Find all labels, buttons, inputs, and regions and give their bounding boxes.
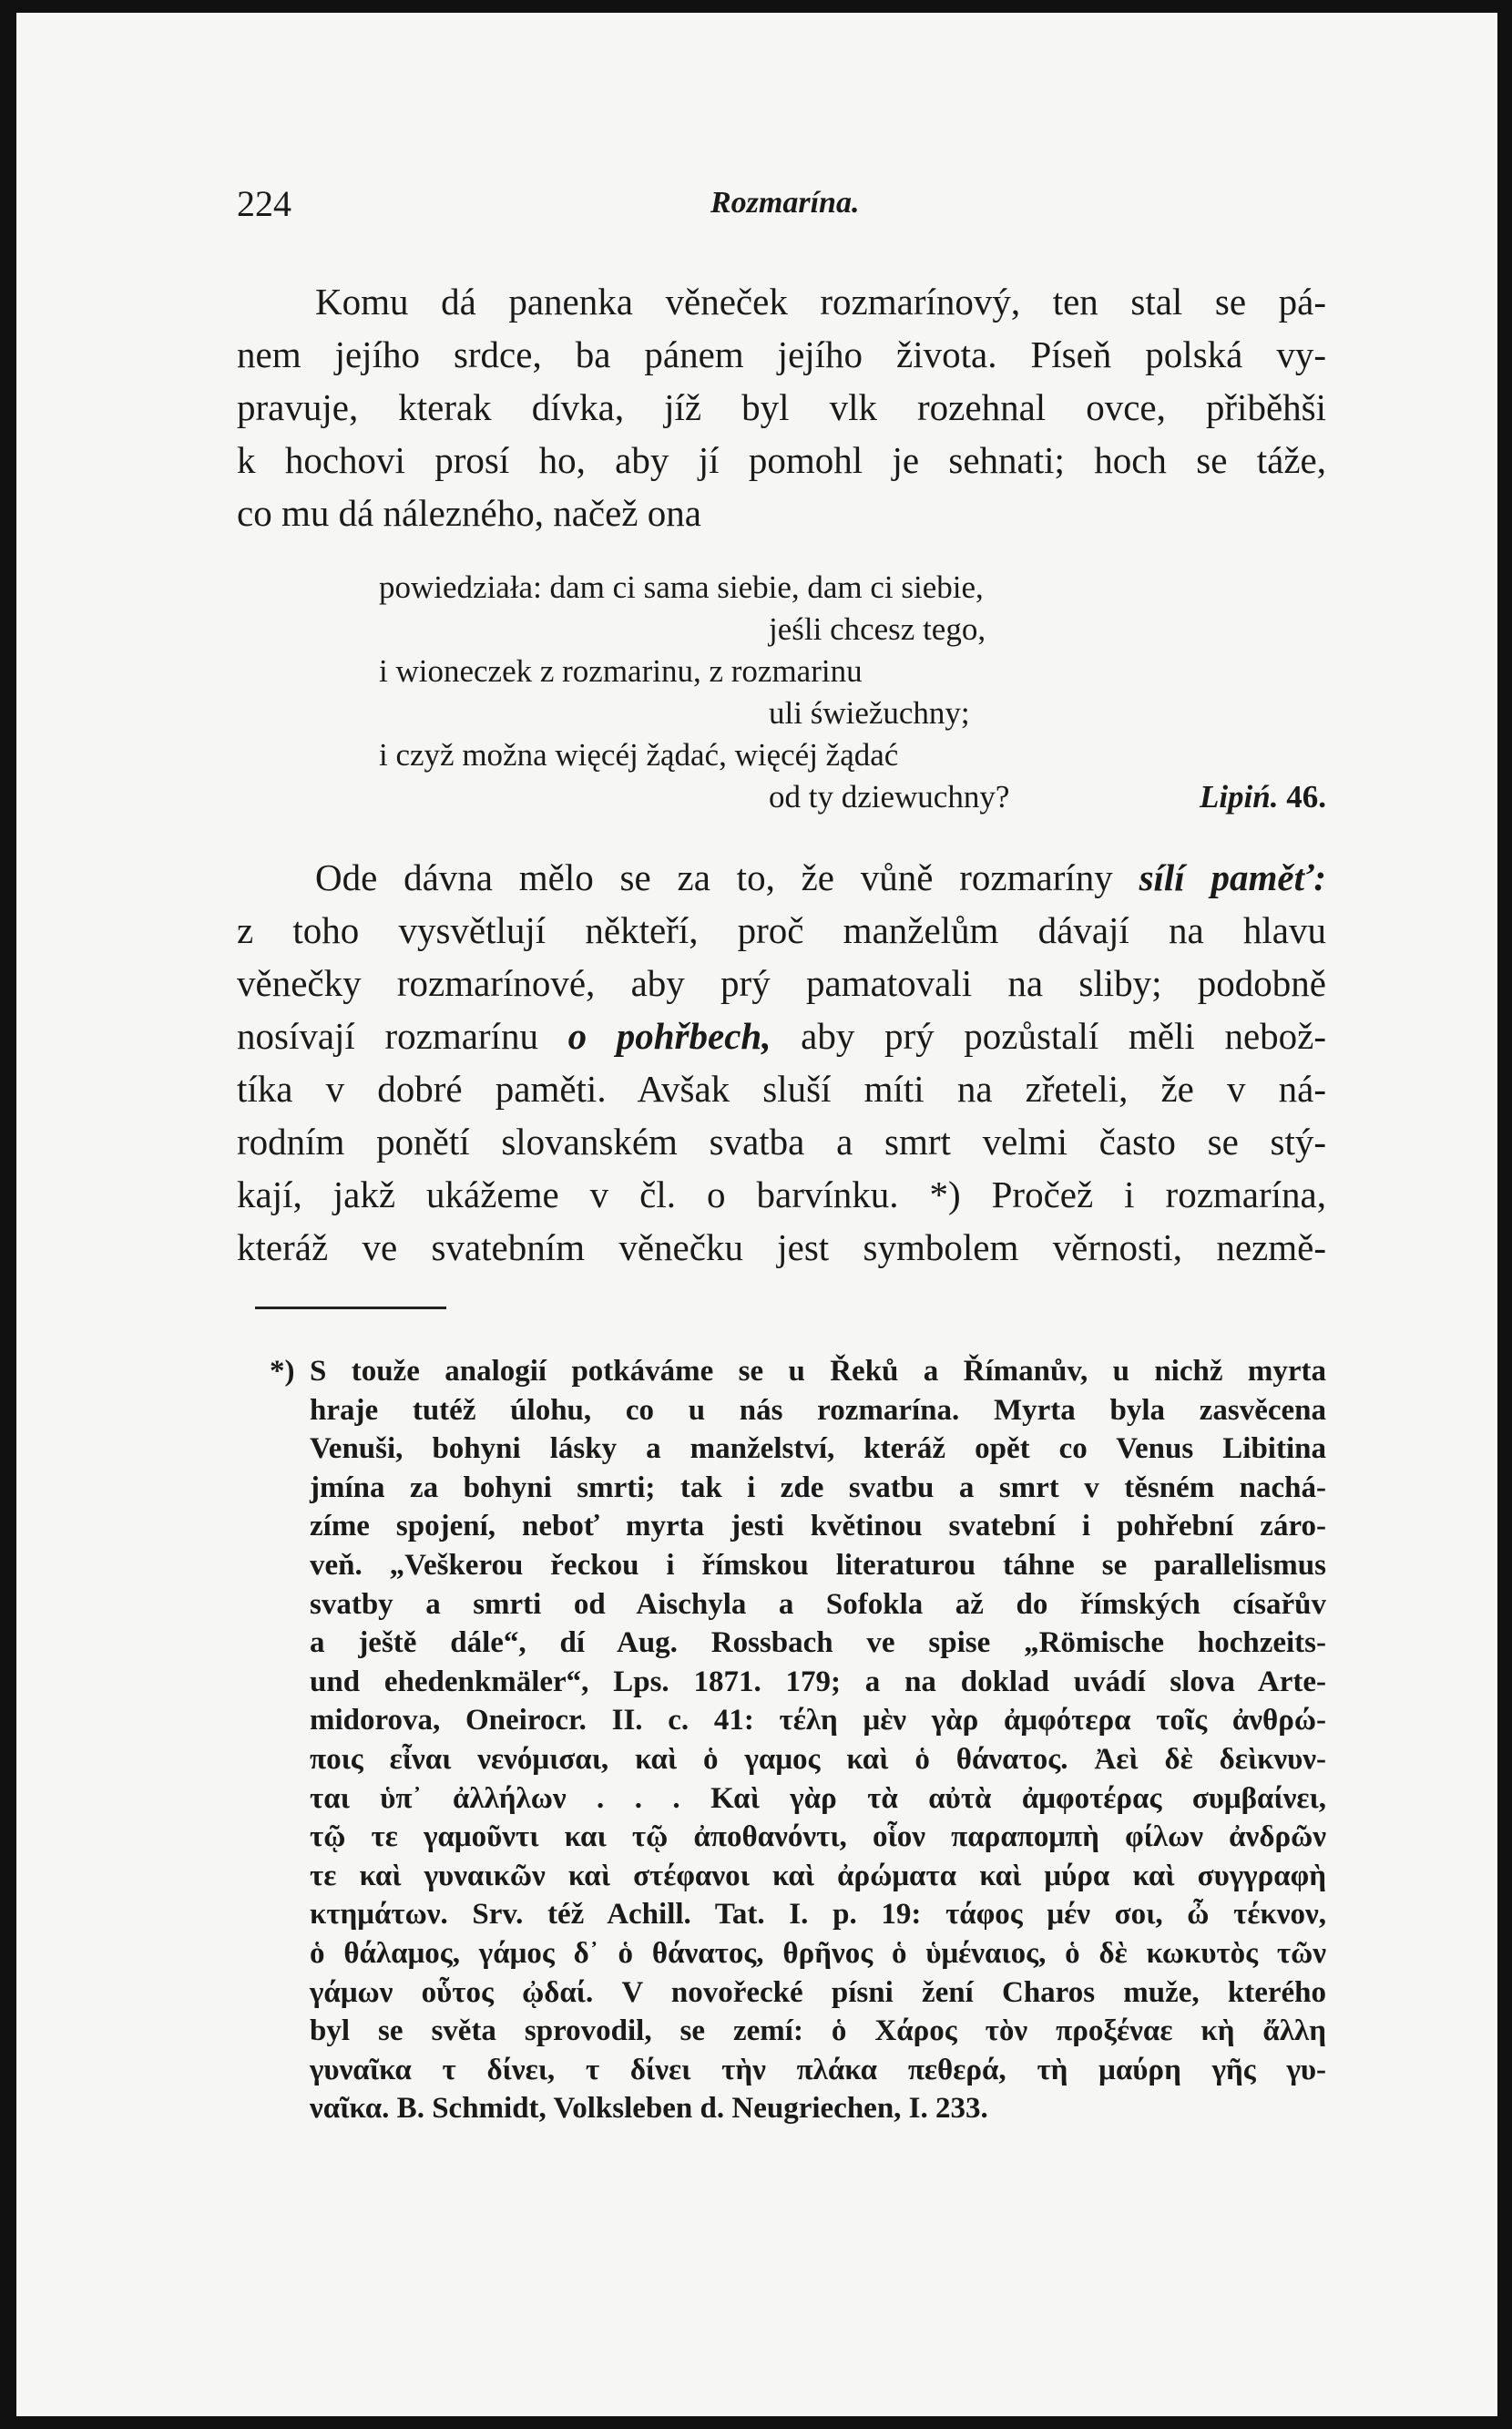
running-title: Rozmarína. <box>710 186 860 220</box>
text-line: kají, jakž ukážeme v čl. o barvínku. *) Pročež i rozmarína, <box>237 1174 1326 1215</box>
footnote <box>270 1352 1326 2128</box>
emphasis: o pohřbech, <box>567 1015 771 1057</box>
footnote-line: ναῖκα. B. Schmidt, Volksleben d. Neugriechen, I. 233. <box>310 2092 988 2126</box>
text-run: nosívají rozmarínu <box>237 1015 568 1057</box>
footnote-line: S touže analogií potkáváme se u Řeků a Římanův, u nichž myrta <box>310 1355 1326 1388</box>
footnote-line: ποις εἶναι νενόμισαι, καὶ ὁ γαμος καὶ ὁ θάνατος. Ἀεὶ δὲ δεὶκνυν- <box>310 1742 1326 1776</box>
text-run: Ode dávna mělo se za to, že vůně rozmaríny <box>315 856 1139 898</box>
footnote-line: γάμων οὗτος ᾠδαί. V novořecké písni žení Charos muže, kterého <box>310 1975 1326 2009</box>
text-line: z toho vysvětlují někteří, proč manželům dávají na hlavu <box>237 909 1326 951</box>
footnote-line: veň. „Veškerou řeckou i římskou literaturou táhne se parallelismus <box>310 1548 1326 1582</box>
poem-reference-number: 46. <box>1286 779 1326 815</box>
poem-quotation <box>379 567 1326 818</box>
text-line: kteráž ve svatebním věnečku jest symbolem věrnosti, nezmě- <box>237 1226 1326 1268</box>
text-line: věnečky rozmarínové, aby prý pamatovali na sliby; podobně <box>237 962 1326 1004</box>
text-line <box>237 851 1326 904</box>
paragraph-1 <box>237 275 1326 539</box>
emphasis: sílí paměť: <box>1139 856 1327 898</box>
footnote-line: und ehedenkmäler“, Lps. 1871. 179; a na doklad uvádí slova Arte- <box>310 1665 1326 1698</box>
footnote-marker: *) <box>270 1355 295 1388</box>
footnote-line: hraje tutéž úlohu, co u nás rozmarína. Myrta byla zasvěcena <box>310 1393 1326 1427</box>
poem-reference <box>1200 776 1326 818</box>
footnote-line: ται ὑπ᾽ ἀλλήλων . . . Καὶ γὰρ τὰ αὐτὰ ἀμφοτέρας συμβαίνει, <box>310 1781 1326 1815</box>
text-line: rodním ponětí slovanském svatba a smrt velmi často se stý- <box>237 1121 1326 1163</box>
footnote-line: ὁ θάλαμος, γάμος δ᾽ ὁ θάνατος, θρῆνος ὁ ὑμέναιος, ὁ δὲ κωκυτὸς τῶν <box>310 1936 1326 1970</box>
footnote-line: Venuši, bohyni lásky a manželství, kteráž opět co Venus Libitina <box>310 1432 1326 1466</box>
footnote-rule <box>255 1307 446 1309</box>
text-line: pravuje, kterak dívka, jíž byl vlk rozehnal ovce, přiběhši <box>237 386 1326 428</box>
text-line: nem jejího srdce, ba pánem jejího života. Píseň polská vy- <box>237 333 1326 375</box>
text-line: co mu dá nálezného, načež ona <box>237 492 701 534</box>
footnote-line: τε καὶ γυναικῶν καὶ στέφανοι καὶ ἀρώματα καὶ μύρα καὶ συγγραφὴ <box>310 1859 1326 1892</box>
poem-line: i czyž možna więcéj žądać, więcéj žądać <box>379 737 899 773</box>
paragraph-2 <box>237 851 1326 1274</box>
footnote-line: γυναῖκα τ δίνει, τ δίνει τὴν πλάκα πεθερά, τὴ μαύρη γῆς γυ- <box>310 2053 1326 2086</box>
footnote-line: midorova, Oneirocr. II. c. 41: τέλη μὲν γὰρ ἀμφότερα τοῖς ἀνθρώ- <box>310 1704 1326 1737</box>
footnote-line: byl se světa sprovodil, se zemí: ὁ Χάρος τὸν προξέναε κὴ ἄλλη <box>310 2014 1326 2048</box>
poem-line: uli świežuchny; <box>769 695 970 731</box>
footnote-line: τῷ τε γαμοῦντι και τῷ ἀποθανόντι, οἷον παραπομπὴ φίλων ἀνδρῶν <box>310 1820 1326 1854</box>
text-line <box>237 1010 1326 1062</box>
footnote-line: a ještě dále“, dí Aug. Rossbach ve spise „Römische hochzeits- <box>310 1626 1326 1660</box>
footnote-line: jmína za bohyni smrti; tak i zde svatbu a smrt v těsném nachá- <box>310 1471 1326 1504</box>
footnote-line: κτημάτων. Srv. též Achill. Tat. I. p. 19: τάφος μέν σοι, ὦ τέκνον, <box>310 1898 1326 1932</box>
poem-line: i wioneczek z rozmarinu, z rozmarinu <box>379 653 863 689</box>
text-line: Komu dá panenka věneček rozmarínový, ten stal se pá- <box>315 281 1326 323</box>
footnote-line: svatby a smrti od Aischyla a Sofokla až do římských císařův <box>310 1587 1326 1621</box>
poem-line: jeśli chcesz tego, <box>769 611 986 647</box>
book-page <box>16 13 1497 2416</box>
page-header <box>237 182 1330 237</box>
text-line: k hochovi prosí ho, aby jí pomohl je sehnati; hoch se táže, <box>237 439 1326 481</box>
text-line: tíka v dobré paměti. Avšak sluší míti na zřeteli, že v ná- <box>237 1068 1326 1110</box>
text-run: aby prý pozůstalí měli nebož- <box>771 1015 1326 1057</box>
poem-line: powiedziała: dam ci sama siebie, dam ci siebie, <box>379 569 984 605</box>
poem-line-last <box>379 776 1326 818</box>
page-number: 224 <box>237 183 291 224</box>
footnote-line: zíme spojení, neboť myrta jesti květinou svatební i pohřební záro- <box>310 1510 1326 1543</box>
poem-line: od ty dziewuchny? <box>769 779 1010 815</box>
poem-reference-source: Lipiń. <box>1199 779 1279 815</box>
